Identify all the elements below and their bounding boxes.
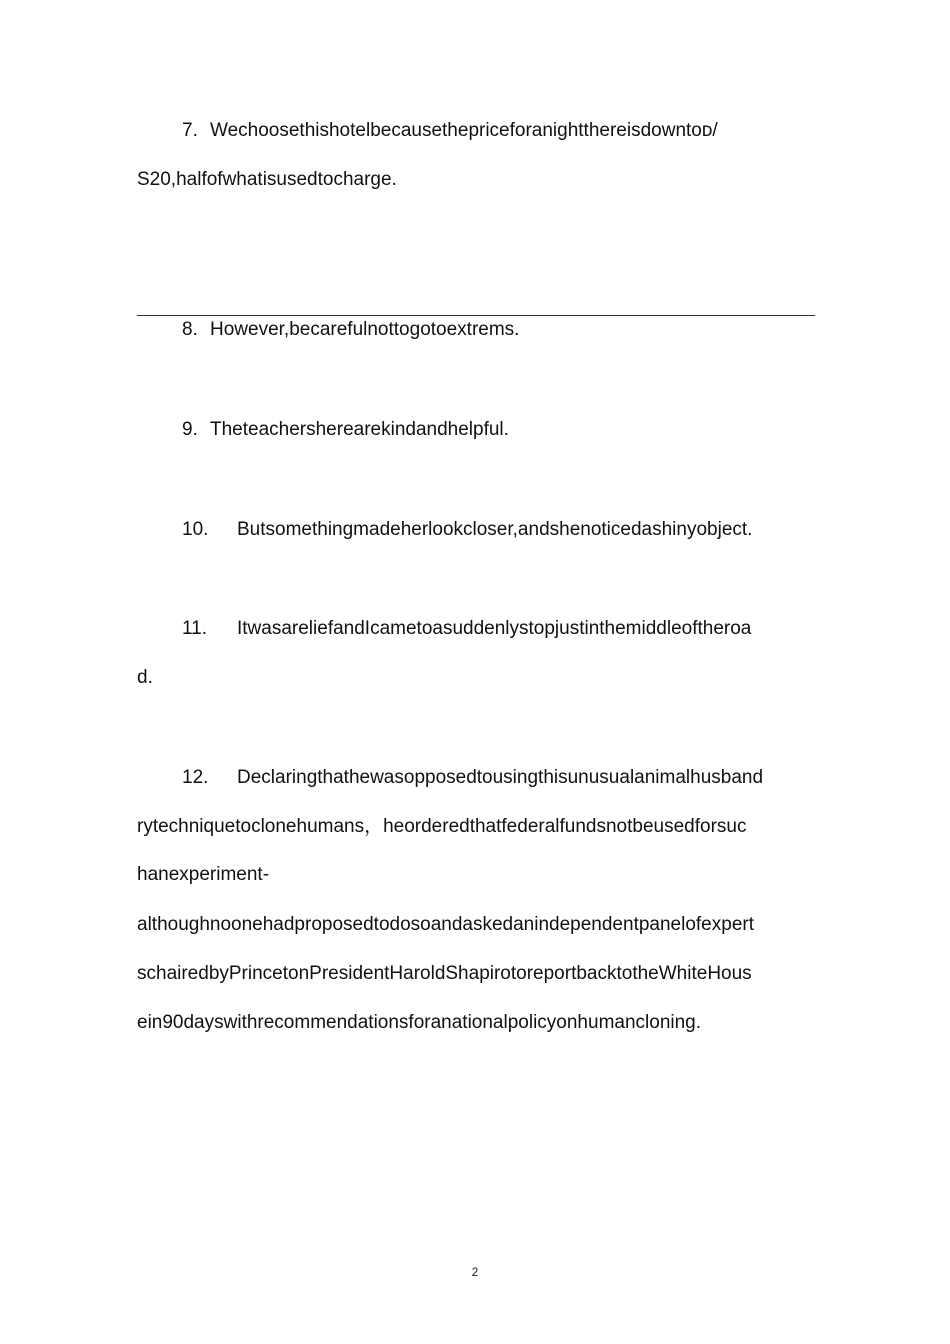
item-12-number: 12.: [182, 767, 209, 788]
item-12-line-3: hanexperiment-: [137, 864, 270, 885]
item-7-line-1: [182, 118, 815, 144]
item-11-line-1: [182, 616, 815, 642]
item-11-text: ItwasareliefandIcametoasuddenlystopjustinthemiddleoftheroa: [237, 618, 752, 639]
item-12-line-1: [182, 765, 815, 791]
item-12-line-5: schairedbyPrincetonPresidentHaroldShapirotoreportbacktotheWhiteHous: [137, 963, 752, 984]
item-9-number: 9.: [182, 419, 198, 440]
item-7-number: 7.: [182, 120, 198, 141]
horizontal-rule: [137, 315, 815, 316]
item-7-text: Wechoosethishotelbecausethepriceforanightthereisdowntoᴅ/: [210, 120, 718, 141]
item-10-number: 10.: [182, 519, 209, 540]
item-8-line-1: [182, 317, 815, 343]
item-7-line-2: S20,halfofwhatisusedtocharge.: [137, 169, 397, 190]
item-8-number: 8.: [182, 319, 198, 340]
item-11-line-2: d.: [137, 667, 153, 688]
item-10-line-1: [182, 517, 815, 543]
item-9-text: Theteachersherearekindandhelpful.: [210, 419, 509, 440]
item-11-number: 11.: [182, 618, 208, 639]
item-12-line-4: althoughnoonehadproposedtodosoandaskedanindependentpanelofexpert: [137, 914, 754, 935]
item-12-line-2: rytechniquetoclonehumans，heorderedthatfederalfundsnotbeusedforsuc: [137, 816, 747, 837]
page-number: 2: [471, 1265, 479, 1279]
item-12-line-6: ein90dayswithrecommendationsforanationalpolicyonhumancloning.: [137, 1012, 702, 1033]
item-12-text: Declaringthathewasopposedtousingthisunusualanimalhusband: [237, 767, 764, 788]
item-8-text: However,becarefulnottogotoextrems.: [210, 319, 520, 340]
item-9-line-1: [182, 417, 815, 443]
item-10-text: Butsomethingmadeherlookcloser,andshenoticedashinyobject.: [237, 519, 753, 540]
